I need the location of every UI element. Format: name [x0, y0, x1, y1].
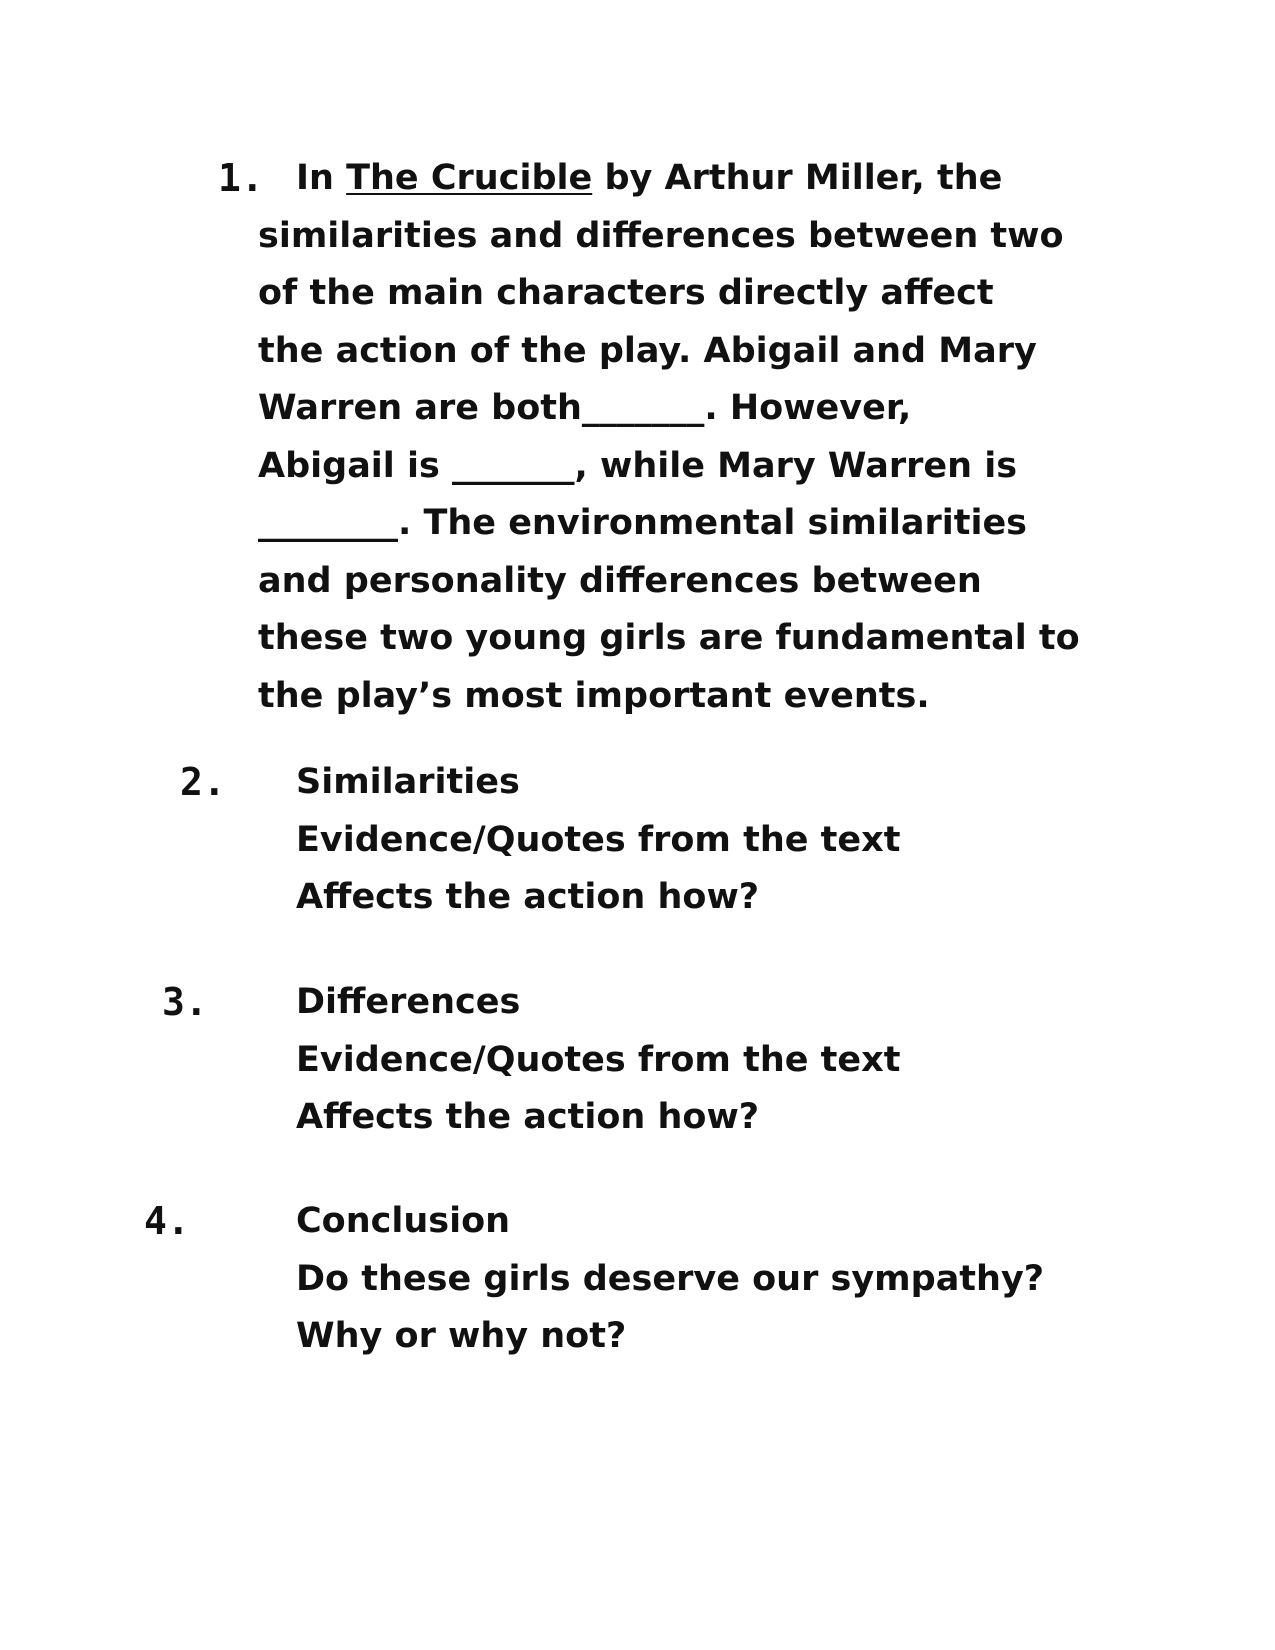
item-2-line-2: Affects the action how?	[296, 877, 760, 917]
item-3-number: 3.	[162, 980, 208, 1024]
item-3-line-2: Affects the action how?	[296, 1097, 760, 1137]
item-4-heading: Conclusion	[296, 1201, 511, 1241]
item-1-line-1	[258, 150, 1128, 208]
item-4-line-2: Why or why not?	[296, 1316, 627, 1356]
item-4-line-1: Do these girls deserve our sympathy?	[296, 1258, 1045, 1299]
item-1-line: these two young girls are fundamental to	[258, 618, 1080, 658]
item-3-lines	[296, 974, 900, 1147]
item-2-line-1: Evidence/Quotes from the text	[296, 819, 901, 860]
item-4-lines	[296, 1193, 1044, 1366]
item-2-heading: Similarities	[296, 762, 520, 802]
item-3-heading: Differences	[296, 982, 521, 1022]
item-1-line: Warren are both_______. However,	[258, 388, 912, 428]
item-1-line-1-rest: by Arthur Miller, the	[604, 158, 1003, 198]
item-2-lines	[296, 754, 900, 927]
item-1-line: of the main characters directly affect	[258, 273, 994, 313]
item-1-paragraph	[258, 150, 1128, 725]
item-1-number: 1.	[218, 156, 264, 200]
book-title: The Crucible	[346, 158, 593, 198]
item-1-line: the play’s most important events.	[258, 675, 930, 716]
item-1-line: the action of the play. Abigail and Mary	[258, 330, 1037, 371]
item-1-line: ________. The environmental similarities	[258, 503, 1028, 543]
item-1-prefix: In	[296, 158, 334, 198]
item-1-line: similarities and differences between two	[258, 215, 1064, 256]
item-4-number: 4.	[144, 1199, 190, 1243]
item-1-line: and personality differences between	[258, 560, 982, 601]
item-2-number: 2.	[180, 760, 226, 804]
item-3-line-1: Evidence/Quotes from the text	[296, 1039, 901, 1080]
item-1-line: Abigail is _______, while Mary Warren is	[258, 445, 1018, 486]
